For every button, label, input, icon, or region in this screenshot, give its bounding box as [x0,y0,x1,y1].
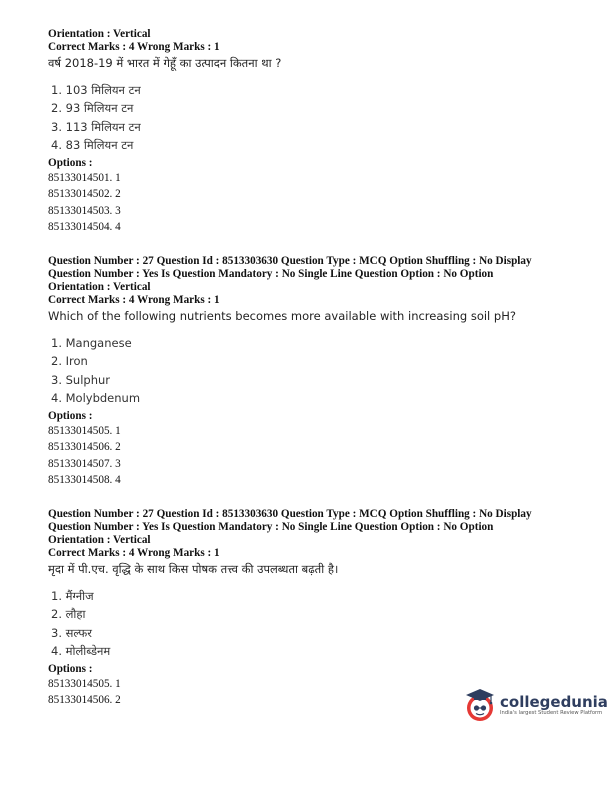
brand-name: collegedunia [500,692,608,711]
graduate-mascot-icon [462,686,498,724]
question-block-3 [48,508,588,709]
option-code: 85133014501. 1 [48,172,121,185]
answer-option: 2. 93 मिलियन टन [51,101,134,116]
options-label: Options : [48,410,93,423]
meta-question-info: Question Number : 27 Question Id : 8513303630 Question Type : MCQ Option Shuffling : No Display [48,255,532,267]
meta-orientation: Orientation : Vertical [48,281,151,293]
block-gap [48,235,588,255]
answer-option: 4. 83 मिलियन टन [51,137,134,152]
meta-marks: Correct Marks : 4 Wrong Marks : 1 [48,41,220,53]
answer-options [51,587,588,660]
answer-option: 2. लौहा [51,607,86,622]
answer-option: 1. 103 मिलियन टन [51,83,141,97]
meta-orientation: Orientation : Vertical [48,28,151,40]
option-code: 85133014505. 1 [48,678,121,691]
options-label: Options : [48,663,93,676]
meta-question-info-cont: Question Number : Yes Is Question Mandatory : No Single Line Question Option : No Option [48,268,494,280]
brand-tagline: India's largest Student Review Platform [500,709,603,716]
logo-text [500,694,608,717]
meta-marks: Correct Marks : 4 Wrong Marks : 1 [48,294,220,306]
answer-option: 4. मोलीब्डेनम [51,643,111,658]
option-code: 85133014505. 1 [48,425,121,438]
answer-options [51,81,588,154]
meta-marks: Correct Marks : 4 Wrong Marks : 1 [48,547,220,559]
question-text: मृदा में पी.एच. वृद्धि के साथ किस पोषक तत्त्व की उपलब्धता बढ़ती है। [48,562,339,576]
exam-document [48,28,588,709]
question-text: Which of the following nutrients becomes more available with increasing soil pH? [48,309,516,323]
meta-question-info: Question Number : 27 Question Id : 8513303630 Question Type : MCQ Option Shuffling : No Display [48,508,532,520]
meta-orientation: Orientation : Vertical [48,534,151,546]
option-code: 85133014508. 4 [48,473,121,486]
options-label: Options : [48,157,93,170]
question-block-1 [48,28,588,235]
answer-option: 2. Iron [51,354,88,369]
option-code: 85133014504. 4 [48,220,121,233]
answer-option: 3. सल्फर [51,625,92,640]
option-code: 85133014506. 2 [48,441,121,454]
collegedunia-logo [462,683,608,727]
answer-option: 1. मैंग्नीज [51,589,94,603]
answer-option: 1. Manganese [51,336,132,350]
option-code: 85133014506. 2 [48,694,121,707]
block-gap [48,488,588,508]
question-text: वर्ष 2018-19 में भारत में गेहूँ का उत्पादन कितना था ? [48,56,282,70]
answer-options [51,334,588,407]
answer-option: 3. Sulphur [51,372,111,387]
option-code: 85133014503. 3 [48,204,121,217]
option-code: 85133014507. 3 [48,457,121,470]
answer-option: 3. 113 मिलियन टन [51,119,141,134]
option-code: 85133014502. 2 [48,188,121,201]
answer-option: 4. Molybdenum [51,390,141,405]
meta-question-info-cont: Question Number : Yes Is Question Mandatory : No Single Line Question Option : No Option [48,521,494,533]
question-block-2 [48,255,588,488]
